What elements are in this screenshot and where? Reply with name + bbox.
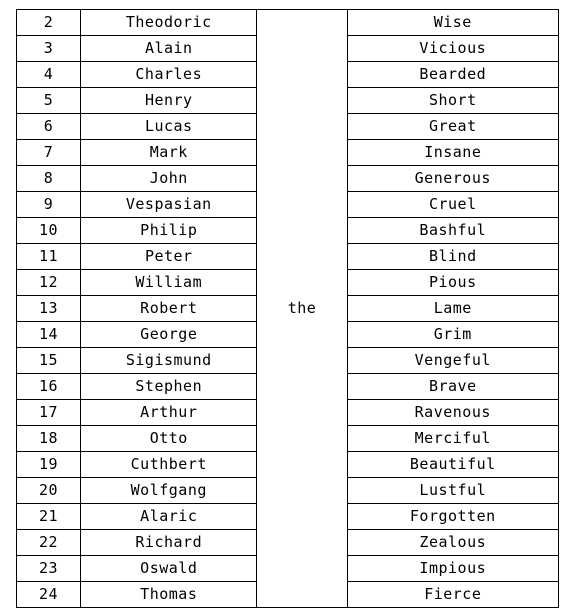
epithet-cell: Beautiful (347, 452, 558, 478)
epithet-cell: Lame (347, 296, 558, 322)
name-cell: Alain (81, 36, 257, 62)
name-cell: Cuthbert (81, 452, 257, 478)
roll-number-cell: 5 (17, 88, 81, 114)
epithet-cell: Merciful (347, 426, 558, 452)
table-body (17, 10, 559, 608)
name-cell: Sigismund (81, 348, 257, 374)
name-cell: Arthur (81, 400, 257, 426)
epithet-cell: Blind (347, 244, 558, 270)
roll-number-cell: 2 (17, 10, 81, 36)
roll-number-cell: 11 (17, 244, 81, 270)
name-cell: William (81, 270, 257, 296)
connector-cell: the (257, 10, 347, 608)
epithet-cell: Short (347, 88, 558, 114)
roll-number-cell: 19 (17, 452, 81, 478)
roll-number-cell: 9 (17, 192, 81, 218)
roll-number-cell: 17 (17, 400, 81, 426)
roll-number-cell: 13 (17, 296, 81, 322)
roll-number-cell: 15 (17, 348, 81, 374)
name-cell: Wolfgang (81, 478, 257, 504)
epithet-cell: Vicious (347, 36, 558, 62)
roll-number-cell: 10 (17, 218, 81, 244)
roll-number-cell: 3 (17, 36, 81, 62)
name-cell: Stephen (81, 374, 257, 400)
name-cell: Vespasian (81, 192, 257, 218)
epithet-cell: Cruel (347, 192, 558, 218)
roll-number-cell: 22 (17, 530, 81, 556)
epithet-cell: Wise (347, 10, 558, 36)
roll-number-cell: 16 (17, 374, 81, 400)
name-cell: George (81, 322, 257, 348)
roll-number-cell: 12 (17, 270, 81, 296)
name-cell: Henry (81, 88, 257, 114)
name-cell: Robert (81, 296, 257, 322)
name-cell: Richard (81, 530, 257, 556)
roll-number-cell: 24 (17, 582, 81, 608)
name-cell: Philip (81, 218, 257, 244)
roll-number-cell: 6 (17, 114, 81, 140)
epithet-cell: Impious (347, 556, 558, 582)
epithet-cell: Zealous (347, 530, 558, 556)
name-cell: Oswald (81, 556, 257, 582)
epithet-cell: Vengeful (347, 348, 558, 374)
epithet-cell: Grim (347, 322, 558, 348)
epithet-cell: Insane (347, 140, 558, 166)
name-cell: Peter (81, 244, 257, 270)
roll-number-cell: 23 (17, 556, 81, 582)
name-cell: John (81, 166, 257, 192)
epithet-cell: Ravenous (347, 400, 558, 426)
name-cell: Otto (81, 426, 257, 452)
roll-number-cell: 8 (17, 166, 81, 192)
roll-number-cell: 21 (17, 504, 81, 530)
table-row (17, 10, 559, 36)
roll-number-cell: 4 (17, 62, 81, 88)
name-cell: Lucas (81, 114, 257, 140)
epithet-cell: Generous (347, 166, 558, 192)
epithet-cell: Lustful (347, 478, 558, 504)
epithet-cell: Forgotten (347, 504, 558, 530)
epithet-cell: Bearded (347, 62, 558, 88)
name-generator-table (16, 9, 559, 608)
roll-number-cell: 7 (17, 140, 81, 166)
roll-number-cell: 20 (17, 478, 81, 504)
name-cell: Theodoric (81, 10, 257, 36)
name-cell: Charles (81, 62, 257, 88)
name-cell: Thomas (81, 582, 257, 608)
epithet-cell: Bashful (347, 218, 558, 244)
name-cell: Mark (81, 140, 257, 166)
roll-number-cell: 14 (17, 322, 81, 348)
epithet-cell: Brave (347, 374, 558, 400)
epithet-cell: Great (347, 114, 558, 140)
name-cell: Alaric (81, 504, 257, 530)
roll-number-cell: 18 (17, 426, 81, 452)
epithet-cell: Pious (347, 270, 558, 296)
epithet-cell: Fierce (347, 582, 558, 608)
